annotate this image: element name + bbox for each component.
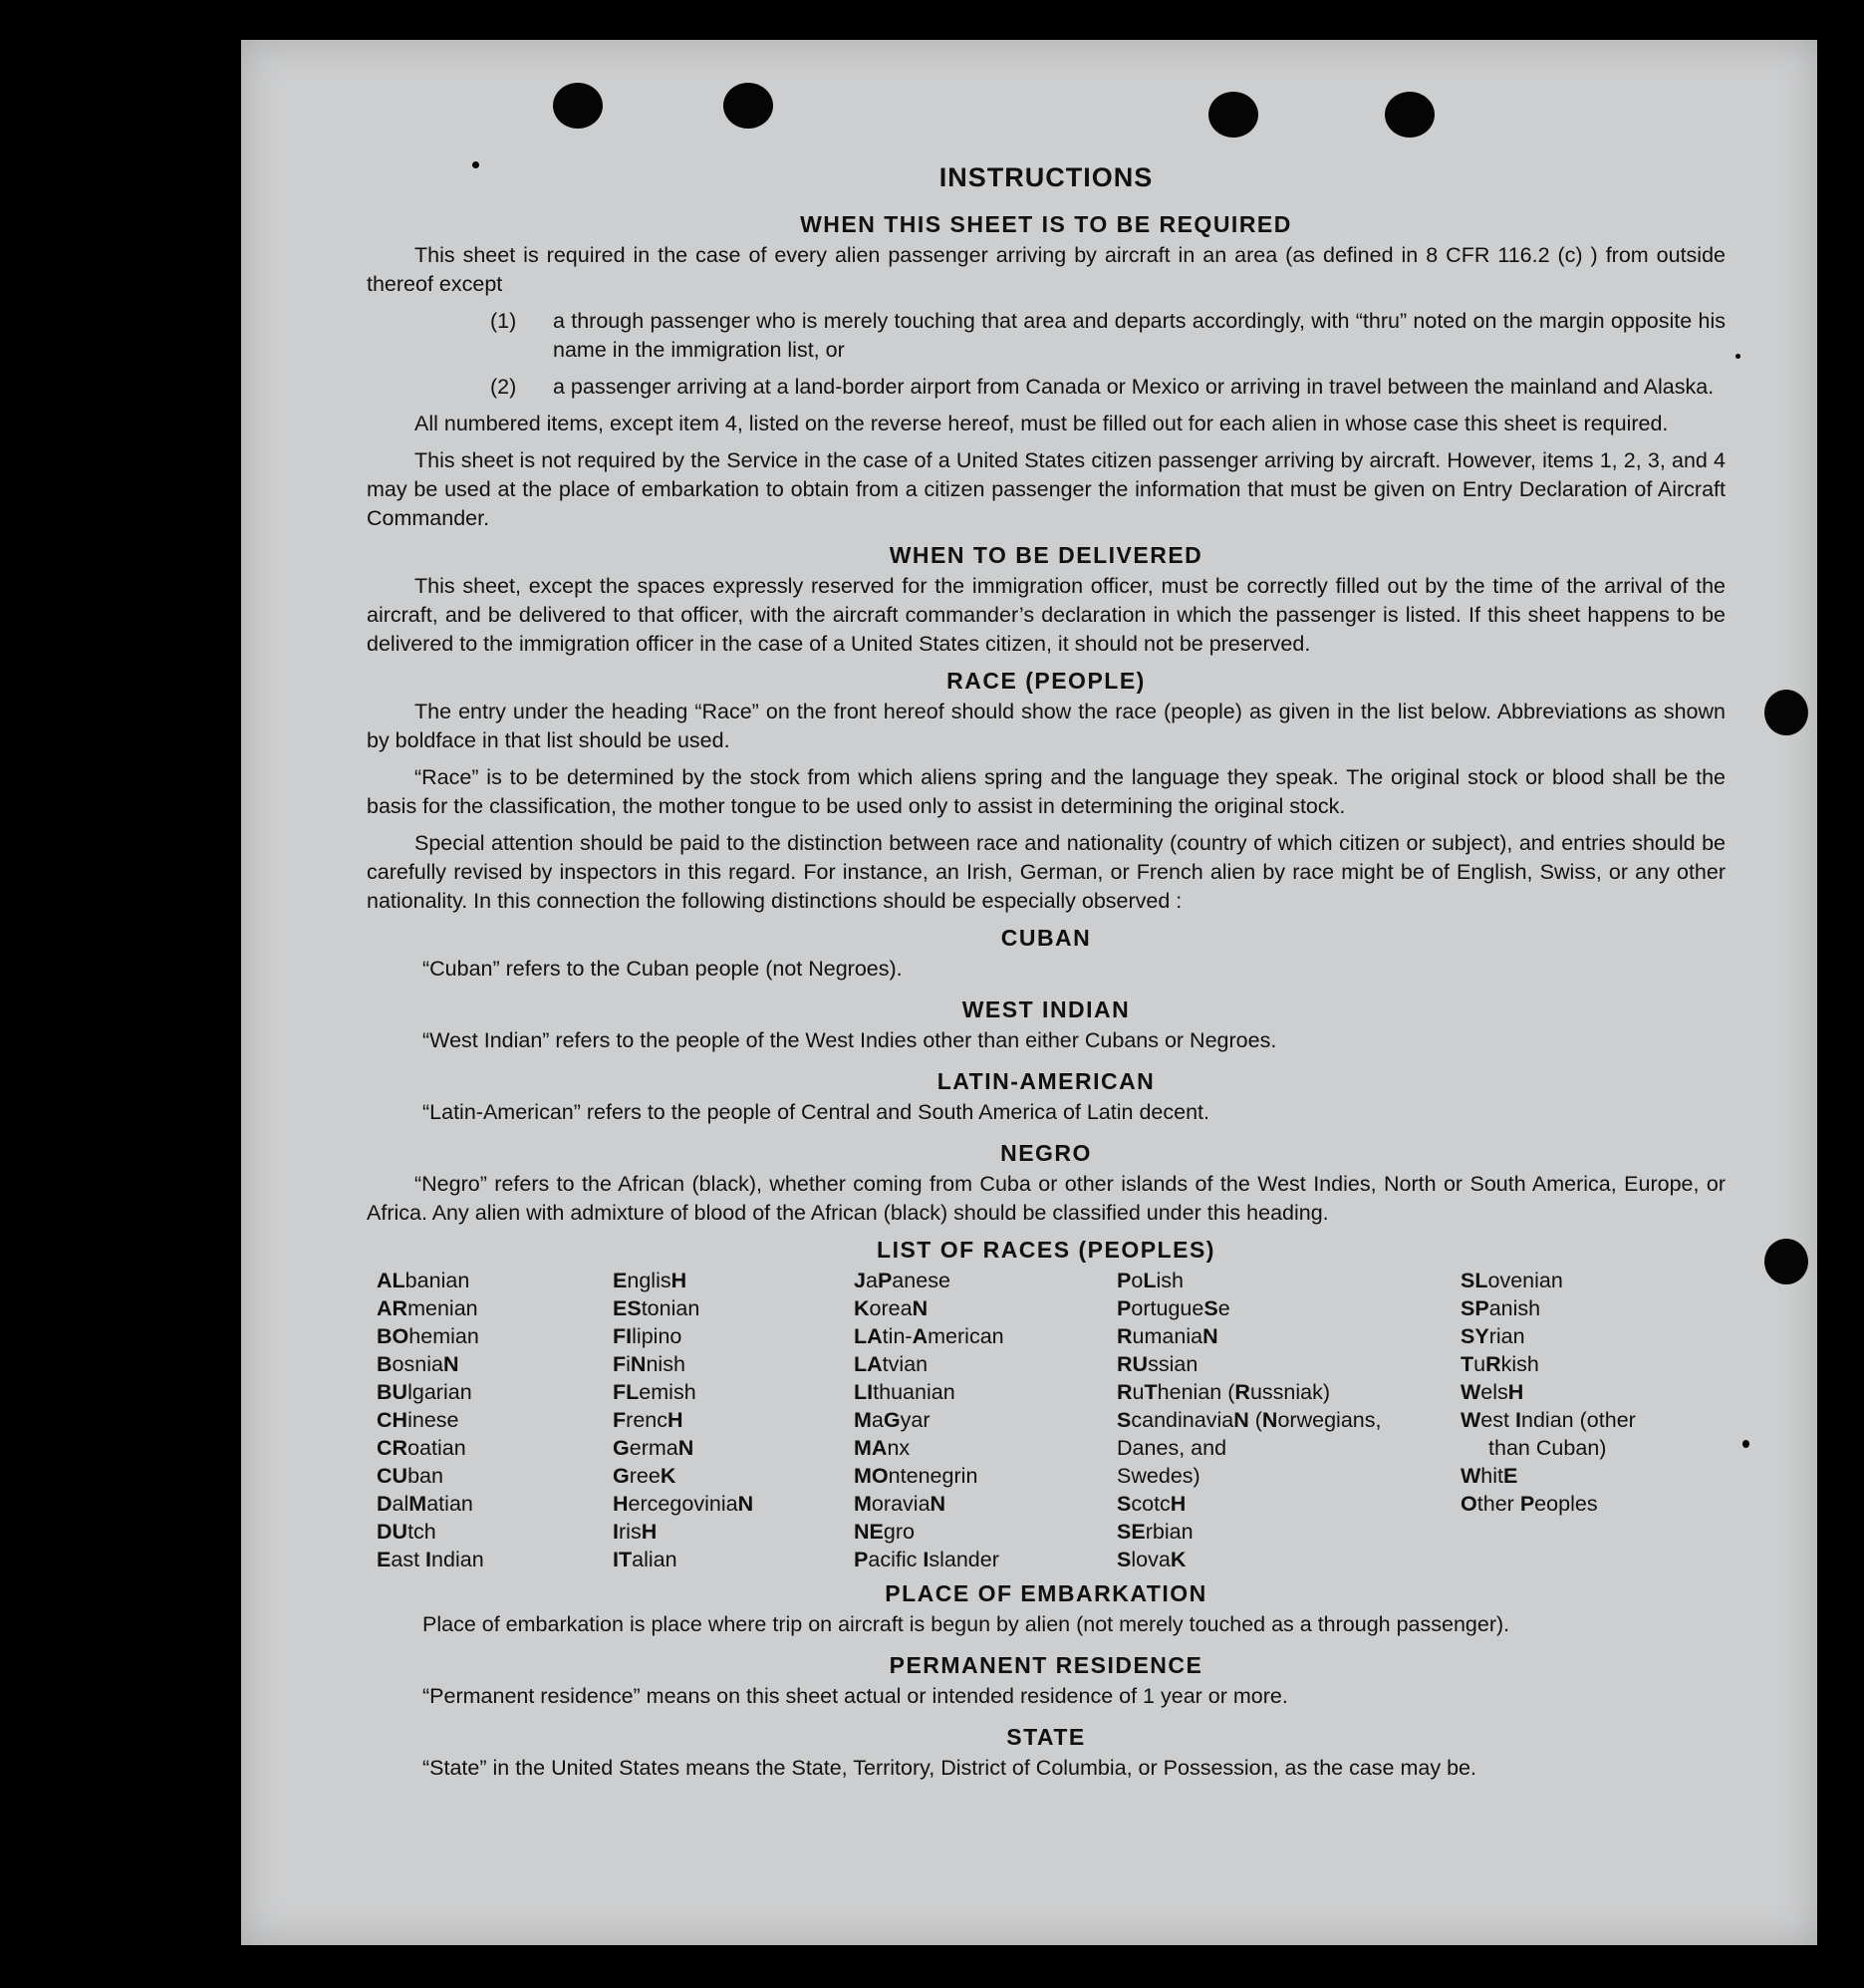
race-entry: DalMatian [377, 1492, 473, 1516]
race-entry: LIthuanian [854, 1380, 955, 1404]
race-entry: HercegoviniaN [613, 1492, 754, 1516]
race-entry: JaPanese [854, 1269, 950, 1292]
heading-west-indian: WEST INDIAN [961, 996, 1131, 1022]
punch-hole [1764, 1239, 1808, 1284]
races-column [613, 1267, 854, 1573]
race-entry: RumaniaN [1117, 1324, 1218, 1348]
paragraph: “Negro” refers to the African (black), whether coming from Cuba or other islands of the West Indies, North or South America, Europe, or Africa. Any alien with admixture of blood of the African (black) should be classified under this heading. [367, 1172, 1726, 1225]
race-entry: East Indian [377, 1548, 484, 1571]
race-entry: CUban [377, 1464, 443, 1488]
race-entry: WhitE [1461, 1464, 1518, 1488]
exception-item [367, 373, 1726, 402]
race-entry: MoraviaN [854, 1492, 946, 1516]
race-entry: ALbanian [377, 1269, 470, 1292]
race-entry: SLovenian [1461, 1269, 1563, 1292]
race-entry: EStonian [613, 1296, 700, 1320]
race-entry: NEgro [854, 1520, 915, 1544]
speck-mark [1742, 1440, 1749, 1448]
race-entry: FIlipino [613, 1324, 682, 1348]
race-entry: WelsH [1461, 1380, 1524, 1404]
race-entry: Danes, and [1117, 1436, 1227, 1460]
race-entry: KoreaN [854, 1296, 929, 1320]
race-entry: Other Peoples [1461, 1492, 1598, 1516]
definition-text: “Latin-American” refers to the people of Central and South America of Latin decent. [422, 1100, 1209, 1124]
heading-when-required: WHEN THIS SHEET IS TO BE REQUIRED [800, 211, 1292, 237]
speck-mark [1735, 354, 1740, 359]
paragraph: The entry under the heading “Race” on the front hereof should show the race (people) as given in the list below. Abbreviations as shown by boldface in that list should be used. [367, 700, 1726, 752]
heading-permanent-residence: PERMANENT RESIDENCE [889, 1652, 1203, 1678]
race-entry: TuRkish [1461, 1352, 1539, 1376]
punch-hole [1764, 690, 1808, 735]
item-number: (2) [490, 375, 517, 399]
race-entry: MOntenegrin [854, 1464, 978, 1488]
race-entry: RUssian [1117, 1352, 1198, 1376]
heading-state: STATE [1006, 1724, 1086, 1750]
race-entry: GermaN [613, 1436, 694, 1460]
page-title: INSTRUCTIONS [938, 162, 1154, 192]
race-entry: EnglisH [613, 1269, 687, 1292]
punch-hole [553, 83, 603, 129]
paragraph: This sheet is required in the case of every alien passenger arriving by aircraft in an area (as defined in 8 CFR 116.2 (c) ) from outside thereof except [367, 243, 1726, 296]
paragraph: This sheet is not required by the Service in the case of a United States citizen passenger arriving by aircraft. However, items 1, 2, 3, and 4 may be used at the place of embarkation to obtain from a citizen passenger the information that must be given on Entry Declaration of Aircraft Commander. [367, 448, 1726, 530]
heading-latin-american: LATIN-AMERICAN [936, 1068, 1156, 1094]
race-entry: FrencH [613, 1408, 683, 1432]
race-entry: FLemish [613, 1380, 696, 1404]
paragraph: This sheet, except the spaces expressly reserved for the immigration officer, must be correctly filled out by the time of the arrival of the aircraft, and be delivered to that officer, with the aircraft commander’s declaration in which the passenger is listed. If this sheet happens to be delivered to the immigration officer in the case of a United States citizen, it should not be preserved. [367, 574, 1726, 656]
race-entry: BOhemian [377, 1324, 479, 1348]
race-entry: SPanish [1461, 1296, 1541, 1320]
punch-hole [723, 83, 773, 129]
race-entry: Swedes) [1117, 1464, 1200, 1488]
race-entry: LAtin-American [854, 1324, 1004, 1348]
item-text: a through passenger who is merely touching that area and departs accordingly, with “thru” noted on the margin opposite his name in the immigration list, or [553, 309, 1726, 362]
race-entry: than Cuban) [1488, 1436, 1607, 1460]
item-text: a passenger arriving at a land-border airport from Canada or Mexico or arriving in travel between the mainland and Alaska. [553, 375, 1715, 399]
race-entry: CHinese [377, 1408, 459, 1432]
definition-text: “State” in the United States means the State, Territory, District of Columbia, or Possession, as the case may be. [422, 1756, 1476, 1780]
heading-when-delivered: WHEN TO BE DELIVERED [889, 542, 1203, 568]
race-entry: GreeK [613, 1464, 676, 1488]
definition-text: “Permanent residence” means on this sheet actual or intended residence of 1 year or more. [422, 1684, 1288, 1708]
race-entry: BosniaN [377, 1352, 459, 1376]
race-entry: CRoatian [377, 1436, 466, 1460]
race-entry: ITalian [613, 1548, 677, 1571]
race-entry: BUlgarian [377, 1380, 472, 1404]
paragraph: Special attention should be paid to the distinction between race and nationality (country of which citizen or subject), and entries should be carefully revised by inspectors in this regard. For instance, an Irish, German, or French alien by race might be of English, Swiss, or any other nationality. In this connection the following distinctions should be especially observed : [367, 831, 1726, 913]
races-column [1461, 1267, 1730, 1573]
race-entry: IrisH [613, 1520, 658, 1544]
race-entry: SlovaK [1117, 1548, 1187, 1571]
heading-negro: NEGRO [1000, 1140, 1092, 1166]
race-entry: SYrian [1461, 1324, 1525, 1348]
races-list [377, 1267, 1726, 1573]
race-entry: Pacific Islander [854, 1548, 999, 1571]
heading-cuban: CUBAN [1000, 925, 1092, 951]
punch-hole [1208, 92, 1258, 138]
race-entry: PortugueSe [1117, 1296, 1230, 1320]
races-column [1117, 1267, 1461, 1573]
paragraph: “Race” is to be determined by the stock from which aliens spring and the language they speak. The original stock or blood shall be the basis for the classification, the mother tongue to be used only to assist in determining the original stock. [367, 765, 1726, 818]
definition-text: “Cuban” refers to the Cuban people (not Negroes). [422, 957, 903, 981]
punch-hole [1385, 92, 1435, 138]
paragraph: All numbered items, except item 4, listed on the reverse hereof, must be filled out for each alien in whose case this sheet is required. [414, 412, 1669, 435]
definition-text: Place of embarkation is place where trip on aircraft is begun by alien (not merely touched as a through passenger). [422, 1612, 1510, 1636]
heading-race: RACE (PEOPLE) [946, 668, 1146, 694]
race-entry: DUtch [377, 1520, 436, 1544]
race-entry: SErbian [1117, 1520, 1194, 1544]
race-entry: MAnx [854, 1436, 911, 1460]
exception-item [367, 307, 1726, 365]
race-entry: RuThenian (Russniak) [1117, 1380, 1331, 1404]
document-page [241, 40, 1817, 1945]
race-entry: LAtvian [854, 1352, 929, 1376]
race-entry: ARmenian [377, 1296, 478, 1320]
race-entry: ScotcH [1117, 1492, 1187, 1516]
definition-text: “West Indian” refers to the people of the West Indies other than either Cubans or Negroes. [422, 1028, 1277, 1052]
instructions-content [367, 157, 1726, 1795]
races-column [377, 1267, 613, 1573]
race-entry: FiNnish [613, 1352, 685, 1376]
races-column [854, 1267, 1117, 1573]
heading-list-of-races: LIST OF RACES (PEOPLES) [877, 1237, 1215, 1263]
race-entry: MaGyar [854, 1408, 931, 1432]
race-entry: ScandinaviaN (Norwegians, [1117, 1408, 1382, 1432]
race-entry: West Indian (other [1461, 1408, 1636, 1432]
heading-place-of-embarkation: PLACE OF EMBARKATION [885, 1580, 1207, 1606]
item-number: (1) [490, 309, 517, 333]
race-entry: PoLish [1117, 1269, 1184, 1292]
